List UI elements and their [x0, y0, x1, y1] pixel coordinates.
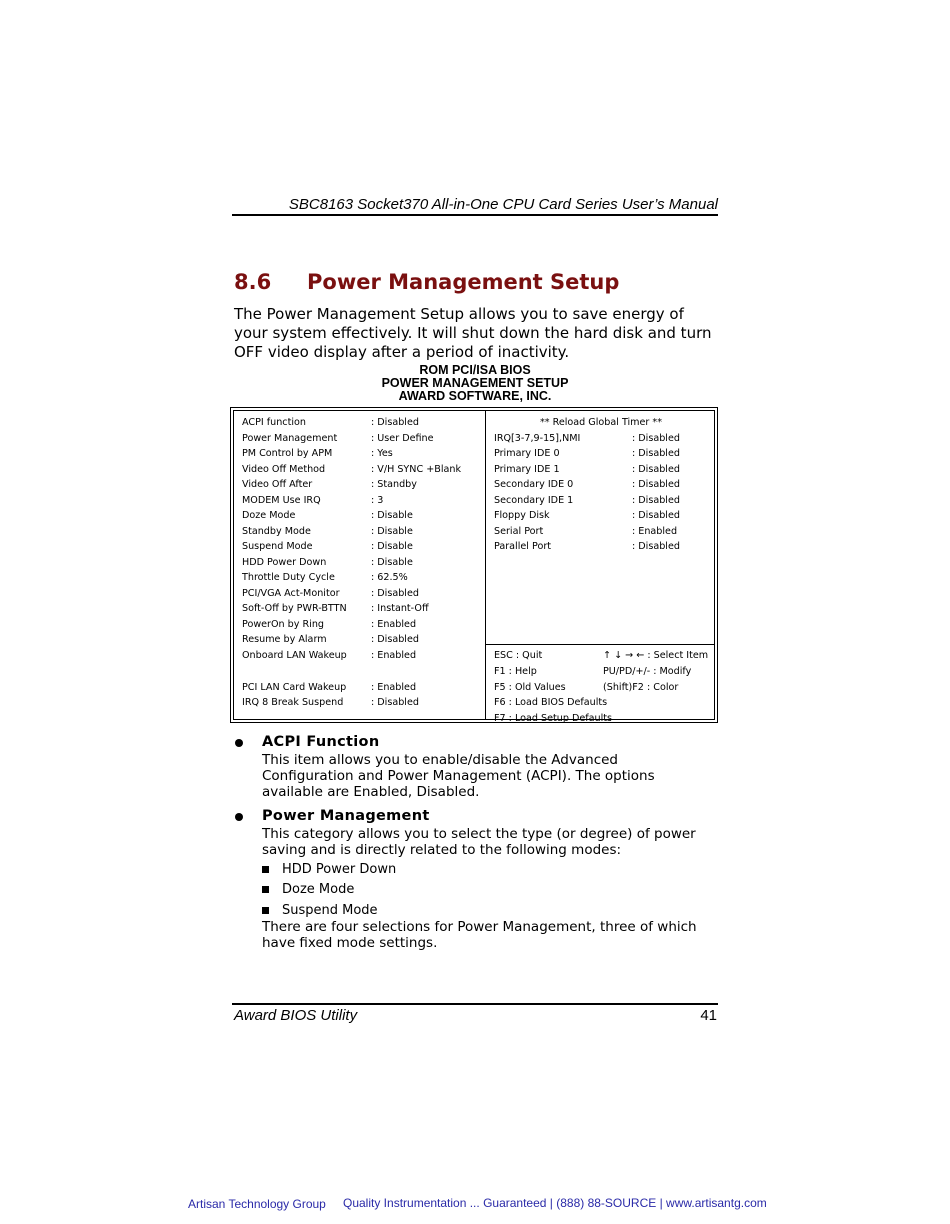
- setting-value: : Enabled: [371, 618, 417, 630]
- item-description-line: have fixed mode settings.: [262, 935, 438, 951]
- timer-value: : Disabled: [632, 432, 680, 444]
- setting-value: : Yes: [371, 448, 393, 459]
- setting-label: Standby Mode: [242, 525, 311, 537]
- section-title: Power Management Setup: [307, 270, 620, 294]
- bios-screen-inner: [233, 410, 715, 724]
- key-help: (Shift)F2 : Color: [603, 681, 679, 693]
- setting-value: : Disabled: [371, 697, 419, 708]
- intro-paragraph: [234, 305, 724, 362]
- timer-value: : Enabled: [632, 525, 678, 537]
- setting-label: Doze Mode: [242, 510, 296, 521]
- setting-label: IRQ 8 Break Suspend: [242, 697, 344, 708]
- square-bullet-icon: [262, 866, 269, 873]
- bullet-icon: [235, 739, 243, 747]
- setting-value: : Disable: [371, 525, 413, 537]
- timer-label: Floppy Disk: [494, 510, 550, 521]
- item-heading: Power Management: [262, 808, 430, 824]
- timer-value: : Disabled: [632, 479, 680, 490]
- bios-title-line: AWARD SOFTWARE, INC.: [398, 389, 552, 403]
- timer-value: : Disabled: [632, 494, 680, 506]
- mode-list-item: HDD Power Down: [282, 862, 397, 877]
- setting-value: : 62.5%: [371, 572, 408, 583]
- bios-divider-vertical: [485, 411, 486, 719]
- setting-value: : Enabled: [371, 681, 417, 693]
- setting-value: : Disabled: [371, 587, 419, 599]
- section-number: 8.6: [234, 270, 272, 294]
- setting-label: MODEM Use IRQ: [242, 494, 321, 506]
- setting-label: Onboard LAN Wakeup: [242, 650, 347, 661]
- timer-label: Serial Port: [494, 525, 544, 537]
- setting-label: Soft-Off by PWR-BTTN: [242, 603, 347, 614]
- setting-label: ACPI function: [242, 417, 306, 428]
- setting-value: : Enabled: [371, 650, 417, 661]
- item-description: [262, 826, 722, 858]
- mode-list-item: Doze Mode: [282, 882, 355, 897]
- key-help: F7 : Load Setup Defaults: [494, 712, 613, 724]
- mode-list-item: Suspend Mode: [282, 903, 378, 918]
- key-help: F5 : Old Values: [494, 681, 566, 693]
- intro-line: your system effectively. It will shut down the hard disk and turn: [234, 324, 712, 342]
- setting-value: : Disable: [371, 510, 413, 521]
- setting-value: : V/H SYNC +Blank: [371, 463, 462, 475]
- bios-title-line: POWER MANAGEMENT SETUP: [381, 376, 569, 390]
- setting-label: PM Control by APM: [242, 448, 333, 459]
- timer-label: Secondary IDE 1: [494, 494, 574, 506]
- square-bullet-icon: [262, 886, 269, 893]
- setting-value: : Instant-Off: [371, 603, 429, 614]
- setting-label: Suspend Mode: [242, 541, 313, 552]
- setting-label: Video Off Method: [242, 463, 326, 475]
- square-bullet-icon: [262, 907, 269, 914]
- setting-value: : Disable: [371, 556, 413, 568]
- setting-label: Power Management: [242, 432, 338, 444]
- item-description-line: This category allows you to select the type (or degree) of power: [262, 826, 696, 842]
- timer-label: Primary IDE 0: [494, 448, 560, 459]
- bios-divider-horizontal: [485, 644, 714, 645]
- setting-value: : Disable: [371, 541, 413, 552]
- footer-chapter: Award BIOS Utility: [234, 1007, 358, 1024]
- setting-label: Resume by Alarm: [242, 634, 327, 645]
- key-help: PU/PD/+/- : Modify: [603, 665, 692, 677]
- setting-label: Video Off After: [242, 479, 313, 490]
- timer-label: Parallel Port: [494, 541, 552, 552]
- setting-label: PCI/VGA Act-Monitor: [242, 587, 340, 599]
- timer-label: Secondary IDE 0: [494, 479, 574, 490]
- setting-value: : 3: [371, 494, 384, 506]
- setting-label: PowerOn by Ring: [242, 618, 325, 630]
- item-description-line: This item allows you to enable/disable the Advanced: [262, 752, 618, 768]
- item-description: [262, 919, 722, 951]
- item-heading: ACPI Function: [262, 734, 380, 750]
- item-description: [262, 752, 722, 800]
- setting-label: HDD Power Down: [242, 556, 327, 568]
- bios-screen-title: [232, 364, 718, 403]
- watermark-company: Artisan Technology Group: [188, 1197, 326, 1211]
- item-description-line: There are four selections for Power Management, three of which: [262, 919, 697, 935]
- key-help: ↑ ↓ → ← : Select Item: [603, 650, 709, 661]
- key-help: F1 : Help: [494, 665, 537, 677]
- timer-value: : Disabled: [632, 463, 680, 475]
- setting-value: : Disabled: [371, 417, 419, 428]
- intro-line: The Power Management Setup allows you to save energy of: [234, 305, 684, 323]
- timer-value: : Disabled: [632, 541, 680, 552]
- page-number: 41: [700, 1007, 717, 1024]
- bullet-icon: [235, 813, 243, 821]
- reload-timer-header: ** Reload Global Timer **: [539, 417, 663, 428]
- bios-title-line: ROM PCI/ISA BIOS: [419, 363, 531, 377]
- bios-screen: [230, 407, 718, 723]
- setting-value: : Disabled: [371, 634, 419, 645]
- key-help: ESC : Quit: [494, 650, 543, 661]
- item-description-line: Configuration and Power Management (ACPI). The options: [262, 768, 655, 784]
- setting-value: : User Define: [371, 432, 434, 444]
- setting-label: PCI LAN Card Wakeup: [242, 681, 347, 693]
- header-rule: [232, 214, 718, 216]
- timer-value: : Disabled: [632, 510, 680, 521]
- item-description-line: saving and is directly related to the following modes:: [262, 842, 622, 858]
- item-description-line: available are Enabled, Disabled.: [262, 784, 480, 800]
- watermark-tagline[interactable]: Quality Instrumentation ... Guaranteed | (888) 88-SOURCE | www.artisantg.com: [343, 1196, 767, 1210]
- timer-label: IRQ[3-7,9-15],NMI: [494, 432, 581, 444]
- timer-label: Primary IDE 1: [494, 463, 560, 475]
- setting-label: Throttle Duty Cycle: [242, 572, 335, 583]
- timer-value: : Disabled: [632, 448, 680, 459]
- intro-line: OFF video display after a period of inactivity.: [234, 343, 570, 361]
- footer-rule: [232, 1003, 718, 1005]
- setting-value: : Standby: [371, 479, 417, 490]
- manual-header-title: SBC8163 Socket370 All-in-One CPU Card Series User’s Manual: [288, 196, 718, 213]
- key-help: F6 : Load BIOS Defaults: [494, 697, 608, 708]
